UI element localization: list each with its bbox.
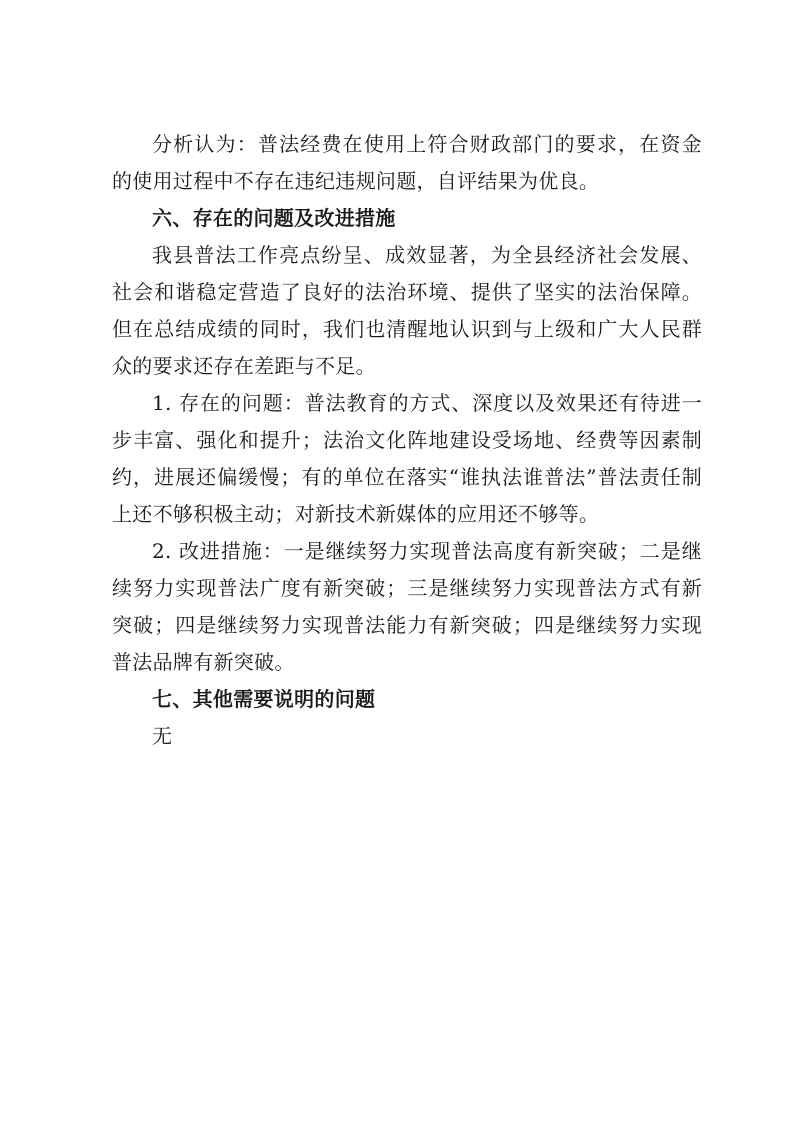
paragraph-summary-line-4: 众的要求还存在差距与不足。 [112, 354, 376, 378]
paragraph-analysis-line-1: 分析认为：普法经费在使用上符合财政部门的要求，在资金 [152, 132, 702, 156]
paragraph-problems-line-2: 步丰富、强化和提升；法治文化阵地建设受场地、经费等因素制 [112, 428, 702, 452]
paragraph-problems-line-1: 1. 存在的问题：普法教育的方式、深度以及效果还有待进一 [152, 391, 702, 415]
paragraph-none: 无 [152, 724, 173, 748]
section-heading-6: 六、存在的问题及改进措施 [152, 206, 396, 230]
paragraph-measures-line-1: 2. 改进措施：一是继续努力实现普法高度有新突破；二是继 [152, 539, 702, 563]
paragraph-measures-line-4: 普法品牌有新突破。 [112, 650, 295, 674]
paragraph-problems-line-3: 约，进展还偏缓慢；有的单位在落实“谁执法谁普法”普法责任制 [112, 465, 702, 489]
section-heading-7: 七、其他需要说明的问题 [152, 687, 376, 711]
paragraph-analysis-line-2: 的使用过程中不存在违纪违规问题，自评结果为优良。 [112, 169, 600, 193]
paragraph-measures-line-2: 续努力实现普法广度有新突破；三是继续努力实现普法方式有新 [112, 576, 702, 600]
paragraph-measures-line-3: 突破；四是继续努力实现普法能力有新突破；四是继续努力实现 [112, 613, 702, 637]
paragraph-problems-line-4: 上还不够积极主动；对新技术新媒体的应用还不够等。 [112, 502, 600, 526]
paragraph-summary-line-2: 社会和谐稳定营造了良好的法治环境、提供了坚实的法治保障。 [112, 280, 702, 304]
paragraph-summary-line-3: 但在总结成绩的同时，我们也清醒地认识到与上级和广大人民群 [112, 317, 702, 341]
paragraph-summary-line-1: 我县普法工作亮点纷呈、成效显著，为全县经济社会发展、 [152, 243, 702, 267]
